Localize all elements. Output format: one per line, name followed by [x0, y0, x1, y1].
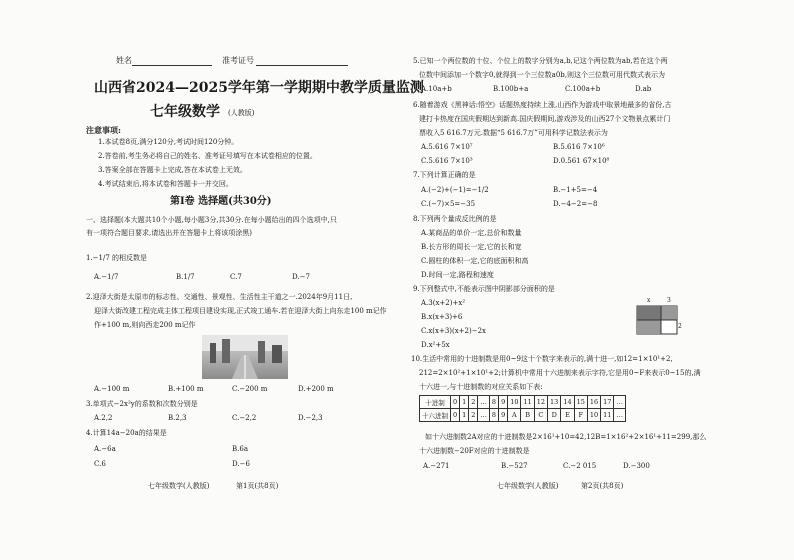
q5-option-b: B.100b+a — [493, 85, 529, 93]
table-cell: … — [614, 396, 626, 409]
q9-option-c: C.x(x+3)(x+2)−2x — [421, 327, 487, 335]
q8-stem: 8.下列两个量成反比例的是 — [413, 215, 497, 223]
table-cell: 12 — [534, 396, 547, 409]
q10-stem: 10.生活中常用的十进制数是用0~9这十个数字来表示的,满十进一,如12=1×10¹+2, — [411, 355, 673, 363]
notes-item: 1.本试卷8页,满分120分,考试时间120分钟。 — [98, 138, 239, 146]
q10-option-b: B.−527 — [501, 462, 528, 470]
q1-option-d: D.−7 — [292, 273, 310, 281]
q2-option-a: A.−100 m — [94, 385, 130, 393]
table-cell: 10 — [508, 396, 521, 409]
q1-option-a: A.−1/7 — [94, 273, 119, 281]
section1-instruction: 一、选择题(本大题共10个小题,每小题3分,共30分.在每小题给出的四个选项中,只 — [86, 216, 337, 224]
table-cell: A — [508, 409, 521, 422]
hex-table-row-hex — [420, 409, 626, 422]
q7-stem: 7.下列计算正确的是 — [413, 171, 476, 179]
q3-option-c: C.−2,2 — [232, 414, 257, 422]
q3-option-a: A.2,2 — [94, 414, 113, 422]
q4-option-b: B.6a — [232, 445, 248, 453]
table-cell: C — [534, 409, 547, 422]
table-cell: … — [478, 396, 490, 409]
section1-heading: 第Ⅰ卷 选择题(共30分) — [170, 196, 272, 207]
table-cell: 8 — [489, 396, 498, 409]
q10-stem: 212=2×10²+1×10¹+2;计算机中常用十六进制来表示字符,它是用0~F来表示0~15的,满 — [419, 369, 701, 377]
name-label: 姓名 — [116, 56, 132, 65]
footer-page: 第1页(共8页) — [236, 482, 279, 490]
q10-option-a: A.−271 — [423, 462, 450, 470]
q5-option-a: A.10a+b — [421, 85, 452, 93]
table-cell: 2 — [469, 409, 478, 422]
table-cell: F — [574, 409, 587, 422]
table-cell: 0 — [451, 396, 460, 409]
q5-option-d: D.ab — [635, 85, 652, 93]
table-cell: 9 — [499, 396, 508, 409]
table-cell: 11 — [521, 396, 534, 409]
q9-option-a: A.3(x+2)+x² — [421, 299, 466, 307]
q3-option-d: D.−2,3 — [298, 414, 323, 422]
q9-figure-label-x: x — [647, 297, 651, 304]
footer-page: 第2页(共8页) — [581, 482, 624, 490]
q9-figure-label-2: 2 — [678, 323, 682, 330]
table-cell: 1 — [460, 396, 469, 409]
q10-stem: 如十六进制数2A对应的十进制数是2×16¹+10=42,12B=1×16²+2×16¹+11=299,那么 — [425, 433, 707, 441]
table-cell: 11 — [601, 409, 614, 422]
q7-option-b: B.−1+5=−4 — [553, 186, 598, 194]
q2-stem: 2.迎泽大街是太原市的标志性、交通性、景观性、生活性主干道之一.2024年9月11日, — [86, 293, 353, 301]
q4-option-d: D.−6 — [232, 460, 250, 468]
q6-stem: 票收入5 616.7万元.数据“5 616.7万”可用科学记数法表示为 — [419, 129, 608, 137]
table-cell: 14 — [561, 396, 574, 409]
q7-option-c: C.(−7)×5=−35 — [421, 200, 476, 208]
q2-stem: 作+100 m,则向西走200 m记作 — [94, 321, 196, 329]
q2-stem: 迎泽大街改建工程完成主体工程项目建设实现,正式竣工通车.若在迎泽大街上向东走100 m记作 — [94, 307, 387, 315]
q10-option-d: D.−300 — [623, 462, 650, 470]
q6-option-c: C.5.616 7×10³ — [421, 157, 473, 165]
notes-item: 3.答案全部在答题卡上完成,答在本试卷上无效。 — [98, 166, 247, 174]
q4-option-c: C.6 — [94, 460, 106, 468]
table-cell: 9 — [499, 409, 508, 422]
q5-option-c: C.100a+b — [565, 85, 601, 93]
q4-stem: 4.计算14a−20a的结果是 — [86, 429, 167, 437]
q6-stem: 6.随着游戏《黑神话:悟空》话题热度持续上涨,山西作为游戏中取景地最多的省份,古 — [413, 101, 672, 109]
q7-option-a: A.(−2)+(−1)=−1/2 — [421, 186, 489, 194]
q8-option-d: D.时间一定,路程和速度 — [421, 271, 494, 279]
table-cell: 10 — [587, 409, 600, 422]
table-cell: 13 — [548, 396, 561, 409]
q9-stem: 9.下列整式中,不能表示图中阴影部分面积的是 — [413, 285, 555, 293]
q9-option-b: B.x(x+3)+6 — [421, 313, 463, 321]
table-cell: 16 — [587, 396, 600, 409]
q9-figure — [631, 297, 683, 338]
q10-stem: 十六进制数−20F对应的十进制数是 — [419, 447, 530, 455]
exam-subject: 七年级数学 — [150, 104, 220, 120]
q1-stem: 1.−1/7 的相反数是 — [86, 254, 148, 262]
q6-option-b: B.5.616 7×10⁶ — [553, 143, 605, 151]
table-cell: E — [561, 409, 574, 422]
q6-stem: 建打卡热度在国庆假期达到新高.国庆假期间,游戏涉及的山西27个文物景点累计门 — [419, 115, 671, 123]
table-cell: 十六进制 — [420, 409, 451, 422]
q4-option-a: A.−6a — [94, 445, 116, 453]
table-cell: 8 — [489, 409, 498, 422]
q1-option-c: C.7 — [230, 273, 242, 281]
table-cell: 15 — [574, 396, 587, 409]
notes-item: 2.答卷前,考生务必将自己的姓名、准考证号填写在本试卷相应的位置。 — [98, 152, 317, 160]
table-cell: 17 — [601, 396, 614, 409]
q2-option-c: C.−200 m — [232, 385, 268, 393]
q6-option-d: D.0.561 67×10⁸ — [553, 157, 610, 165]
table-cell: … — [614, 409, 626, 422]
right-column — [397, 0, 794, 560]
exam-title: 山西省2024—2025学年第一学期期中教学质量监测 — [94, 80, 424, 96]
q8-option-b: B.长方形的周长一定,它的长和宽 — [421, 243, 522, 251]
exam-edition: (人教版) — [228, 109, 255, 117]
table-cell: B — [521, 409, 534, 422]
q2-option-b: B.+100 m — [168, 385, 204, 393]
notes-item: 4.考试结束后,将本试卷和答题卡一并交回。 — [98, 180, 233, 188]
footer-subject: 七年级数学(人教版) — [148, 482, 210, 490]
hex-table — [419, 395, 626, 422]
q10-option-c: C.−2 015 — [563, 462, 597, 470]
notes-heading: 注意事项: — [86, 125, 121, 135]
q7-option-d: D.−4−2=−8 — [553, 200, 598, 208]
q9-figure-label-3: 3 — [667, 297, 671, 304]
section1-instruction: 有一项符合题目要求,请选出并在答题卡上将该项涂黑) — [86, 229, 252, 237]
q3-option-b: B.2,3 — [168, 414, 187, 422]
table-cell: 1 — [460, 409, 469, 422]
street-photo — [202, 335, 288, 379]
q10-stem: 十六进一,与十进制数的对应关系如下表: — [419, 383, 543, 391]
table-cell: 0 — [451, 409, 460, 422]
q5-stem: 5.已知一个两位数的十位、个位上的数字分别为a,b,记这个两位数为ab,若在这个两 — [413, 57, 668, 65]
table-cell: … — [478, 409, 490, 422]
footer-subject: 七年级数学(人教版) — [497, 482, 559, 490]
q5-stem: 位数中间添加一个数字0,就得到一个三位数a0b,则这个三位数可用代数式表示为 — [419, 71, 666, 79]
ticket-label: 准考证号 — [222, 56, 254, 65]
q8-option-c: C.圆柱的体积一定,它的底面积和高 — [421, 257, 529, 265]
ticket-underline — [256, 65, 348, 66]
q2-option-d: D.+200 m — [298, 385, 334, 393]
q3-stem: 3.单项式−2x²y的系数和次数分别是 — [86, 400, 198, 408]
q6-option-a: A.5.616 7×10⁷ — [421, 143, 473, 151]
q8-option-a: A.某商品的单价一定,总价和数量 — [421, 229, 522, 237]
q1-option-b: B.1/7 — [176, 273, 195, 281]
q9-option-d: D.x²+5x — [421, 341, 450, 349]
table-cell: 十进制 — [420, 396, 451, 409]
hex-table-row-decimal — [420, 396, 626, 409]
table-cell: 2 — [469, 396, 478, 409]
table-cell: D — [548, 409, 561, 422]
name-underline — [132, 65, 212, 66]
